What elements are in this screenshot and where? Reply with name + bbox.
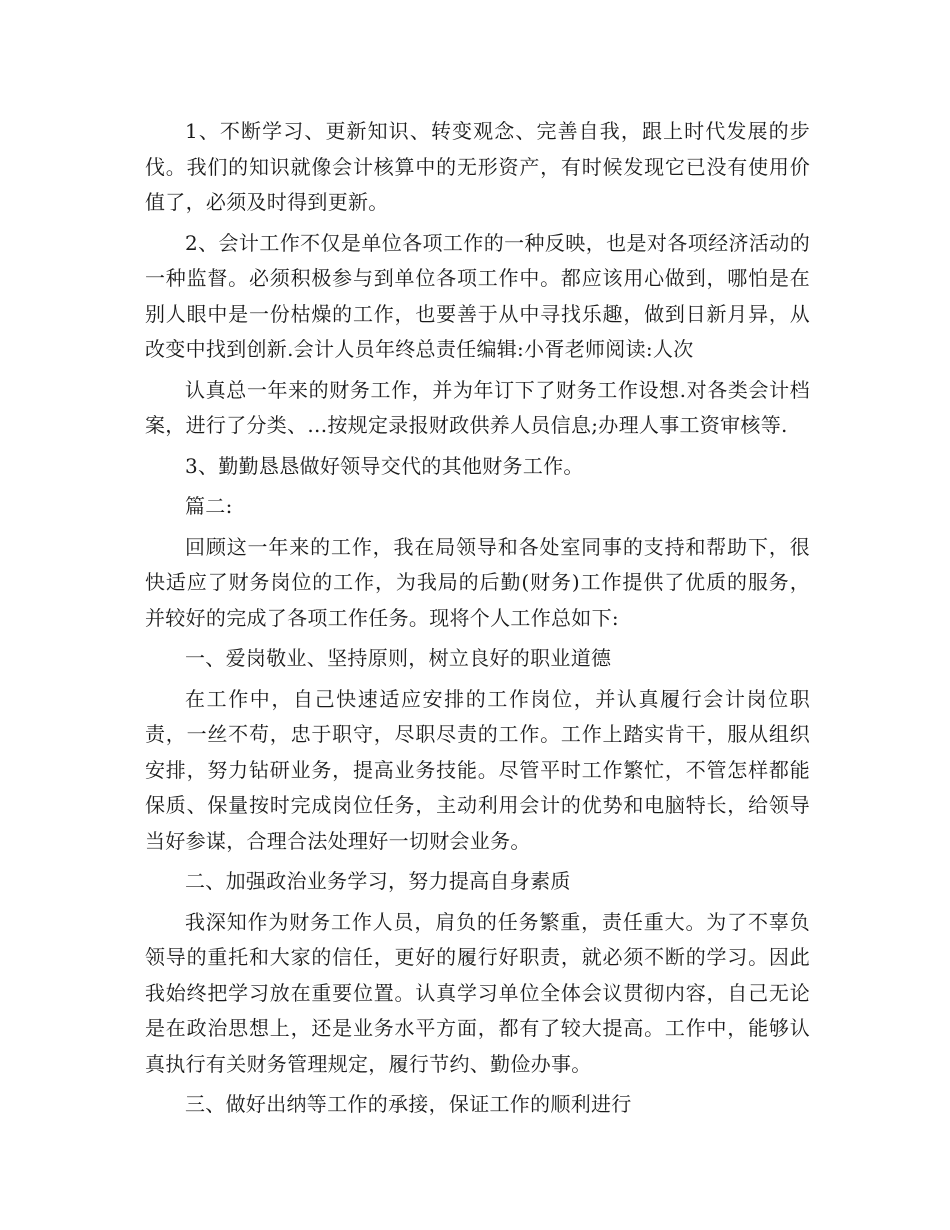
paragraph-dedication: 在工作中，自己快速适应安排的工作岗位，并认真履行会计岗位职责，一丝不苟，忠于职守，尽职尽责的工作。工作上踏实肯干，服从组织安排，努力钻研业务，提高业务技能。尽管平时工作繁忙，不管怎样都能保质、保量按时完成岗位任务，主动利用会计的优势和电脑特长，给领导当好参谋，合理合法处理好一切财会业务。 (145, 686, 810, 853)
paragraph-review-intro: 回顾这一年来的工作，我在局领导和各处室同事的支持和帮助下，很快适应了财务岗位的工作，为我局的后勤(财务)工作提供了优质的服务，并较好的完成了各项工作任务。现将个人工作总如下: (145, 534, 810, 630)
section-heading-3: 三、做好出纳等工作的承接，保证工作的顺利进行 (185, 1092, 632, 1116)
section-title-part-two: 篇二: (185, 494, 233, 518)
paragraph-summary-note: 认真总一年来的财务工作，并为年订下了财务工作设想.对各类会计档案，进行了分类、...按规定录报财政供养人员信息;办理人事工资审核等. (145, 377, 810, 437)
section-heading-1: 一、爱岗敬业、坚持原则，树立良好的职业道德 (185, 646, 612, 670)
paragraph-study: 我深知作为财务工作人员，肩负的任务繁重，责任重大。为了不辜负领导的重托和大家的信任，更好的履行好职责，就必须不断的学习。因此我始终把学习放在重要位置。认真学习单位全体会议贯彻内容，自己无论是在政治思想上，还是业务水平方面，都有了较大提高。工作中，能够认真执行有关财务管理规定，履行节约、勤俭办事。 (145, 909, 810, 1076)
paragraph-item-3: 3、勤勤恳恳做好领导交代的其他财务工作。 (185, 453, 584, 478)
paragraph-item-2: 2、会计工作不仅是单位各项工作的一种反映，也是对各项经济活动的一种监督。必须积极参与到单位各项工作中。都应该用心做到，哪怕是在别人眼中是一份枯燥的工作，也要善于从中寻找乐趣，做到日新月异，从改变中找到创新.会计人员年终总责任编辑:小胥老师阅读:人次 (145, 230, 810, 361)
document-body (145, 114, 810, 1128)
section-heading-2: 二、加强政治业务学习，努力提高自身素质 (185, 869, 571, 893)
paragraph-item-1: 1、不断学习、更新知识、转变观念、完善自我，跟上时代发展的步伐。我们的知识就像会计核算中的无形资产，有时候发现它已没有使用价值了，必须及时得到更新。 (145, 119, 810, 214)
